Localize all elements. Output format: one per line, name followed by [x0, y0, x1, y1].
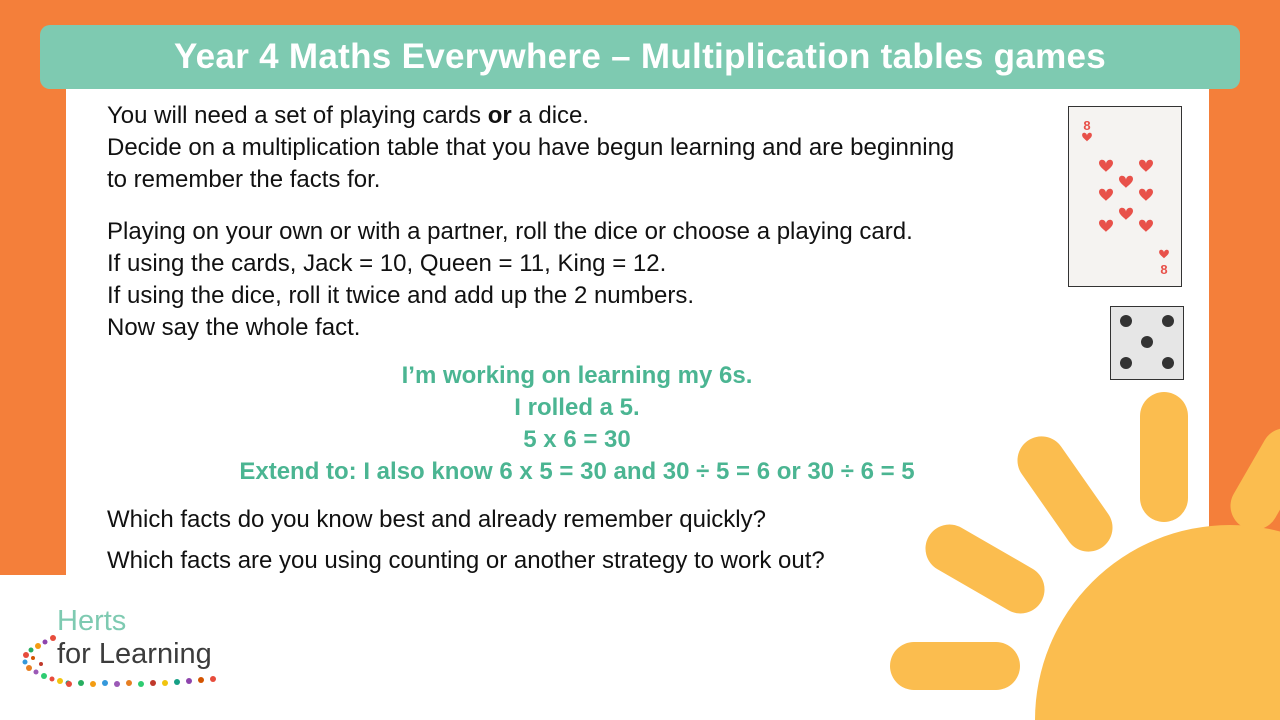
- dice-face: [1111, 307, 1182, 378]
- question-line: Which facts do you know best and already remember quickly?: [107, 506, 766, 533]
- instruction-line: If using the cards, Jack = 10, Queen = 11, King = 12.: [107, 250, 667, 277]
- logo-text-for-learning: for Learning: [57, 638, 212, 670]
- instruction-line: Now say the whole fact.: [107, 314, 361, 341]
- example-text: [107, 360, 1047, 488]
- question-line: Which facts are you using counting or another strategy to work out?: [107, 547, 825, 574]
- instruction-line: Playing on your own or with a partner, roll the dice or choose a playing card.: [107, 218, 913, 245]
- question-2: [107, 545, 1057, 577]
- page-title: Year 4 Maths Everywhere – Multiplication tables games: [173, 37, 1107, 76]
- herts-for-learning-logo: [15, 600, 245, 700]
- card-rank-top: 8: [1083, 118, 1091, 133]
- logo-text-herts: Herts: [57, 605, 127, 637]
- example-line: Extend to: I also know 6 x 5 = 30 and 30 ÷ 5 = 6 or 30 ÷ 6 = 5: [239, 458, 915, 485]
- dice-five-icon: [1110, 306, 1184, 380]
- card-face: [1069, 107, 1180, 285]
- intro-line-2: Decide on a multiplication table that you have begun learning and are beginning: [107, 134, 955, 161]
- question-1: [107, 504, 1057, 536]
- title-banner: [40, 25, 1240, 89]
- playing-card-8-hearts-icon: [1068, 106, 1182, 287]
- example-line: I’m working on learning my 6s.: [401, 362, 753, 389]
- example-line: 5 x 6 = 30: [523, 426, 631, 453]
- card-rank-bottom: 8: [1160, 262, 1168, 277]
- intro-line-3: to remember the facts for.: [107, 166, 381, 193]
- logo-dots-icon: [63, 674, 243, 694]
- intro-text: [107, 100, 1057, 196]
- instructions-text: [107, 216, 1057, 344]
- instruction-line: If using the dice, roll it twice and add up the 2 numbers.: [107, 282, 695, 309]
- intro-line-1: You will need a set of playing cards or a dice.: [107, 102, 590, 129]
- example-line: I rolled a 5.: [514, 394, 640, 421]
